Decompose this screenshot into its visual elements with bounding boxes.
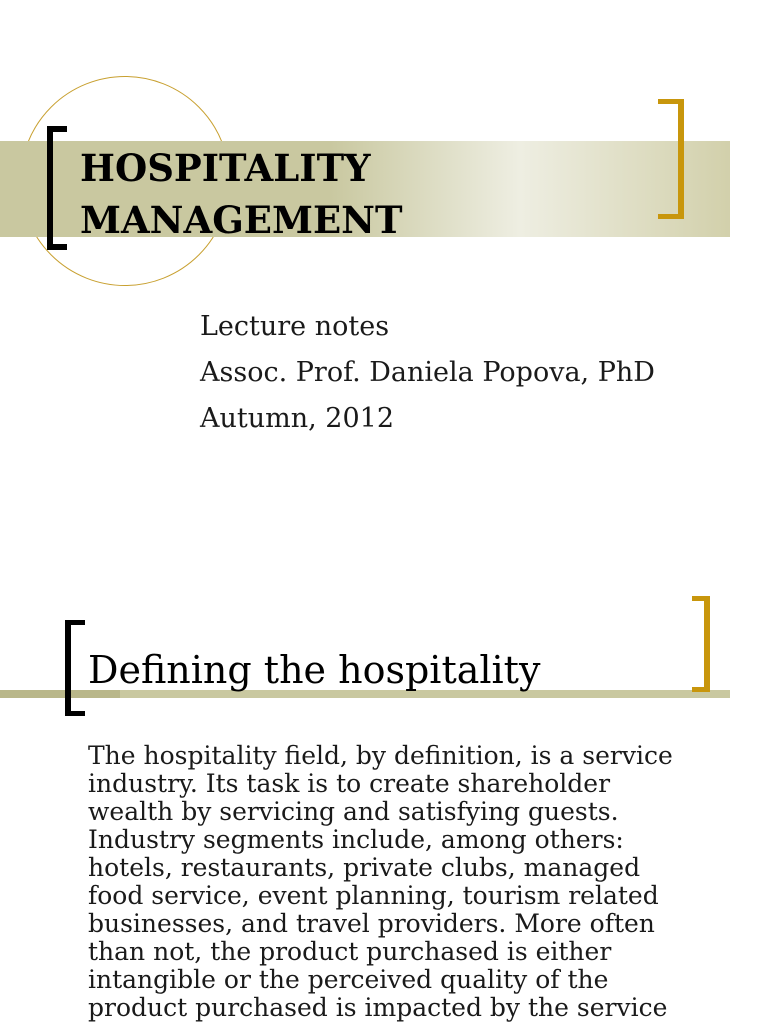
left-bracket-icon	[65, 620, 85, 716]
right-bracket-icon	[658, 99, 684, 219]
body-line: product purchased is impacted by the service	[88, 993, 668, 1022]
title-line: HOSPITALITY	[80, 146, 371, 190]
body-line: food service, event planning, tourism related	[88, 881, 659, 910]
left-bracket-icon	[47, 126, 67, 250]
slide-heading: Defining the hospitality	[88, 648, 541, 692]
slide-title	[80, 142, 403, 246]
body-line: The hospitality field, by definition, is a service	[88, 741, 673, 770]
subtitle-line: Assoc. Prof. Daniela Popova, PhD	[200, 357, 655, 388]
right-bracket-icon	[692, 596, 710, 692]
body-line: intangible or the perceived quality of the	[88, 965, 609, 994]
subtitle-line: Lecture notes	[200, 311, 390, 342]
body-line: businesses, and travel providers. More often	[88, 909, 655, 938]
body-line: than not, the product purchased is either	[88, 937, 612, 966]
slide-subtitle	[200, 304, 655, 442]
subtitle-line: Autumn, 2012	[200, 403, 394, 434]
body-line: Industry segments include, among others:	[88, 825, 624, 854]
body-line: wealth by servicing and satisfying guests.	[88, 797, 619, 826]
body-line: industry. Its task is to create shareholder	[88, 769, 611, 798]
body-line: hotels, restaurants, private clubs, managed	[88, 853, 641, 882]
content-slide	[0, 560, 768, 1024]
slide-body	[88, 742, 728, 1022]
title-line: MANAGEMENT	[80, 198, 403, 242]
